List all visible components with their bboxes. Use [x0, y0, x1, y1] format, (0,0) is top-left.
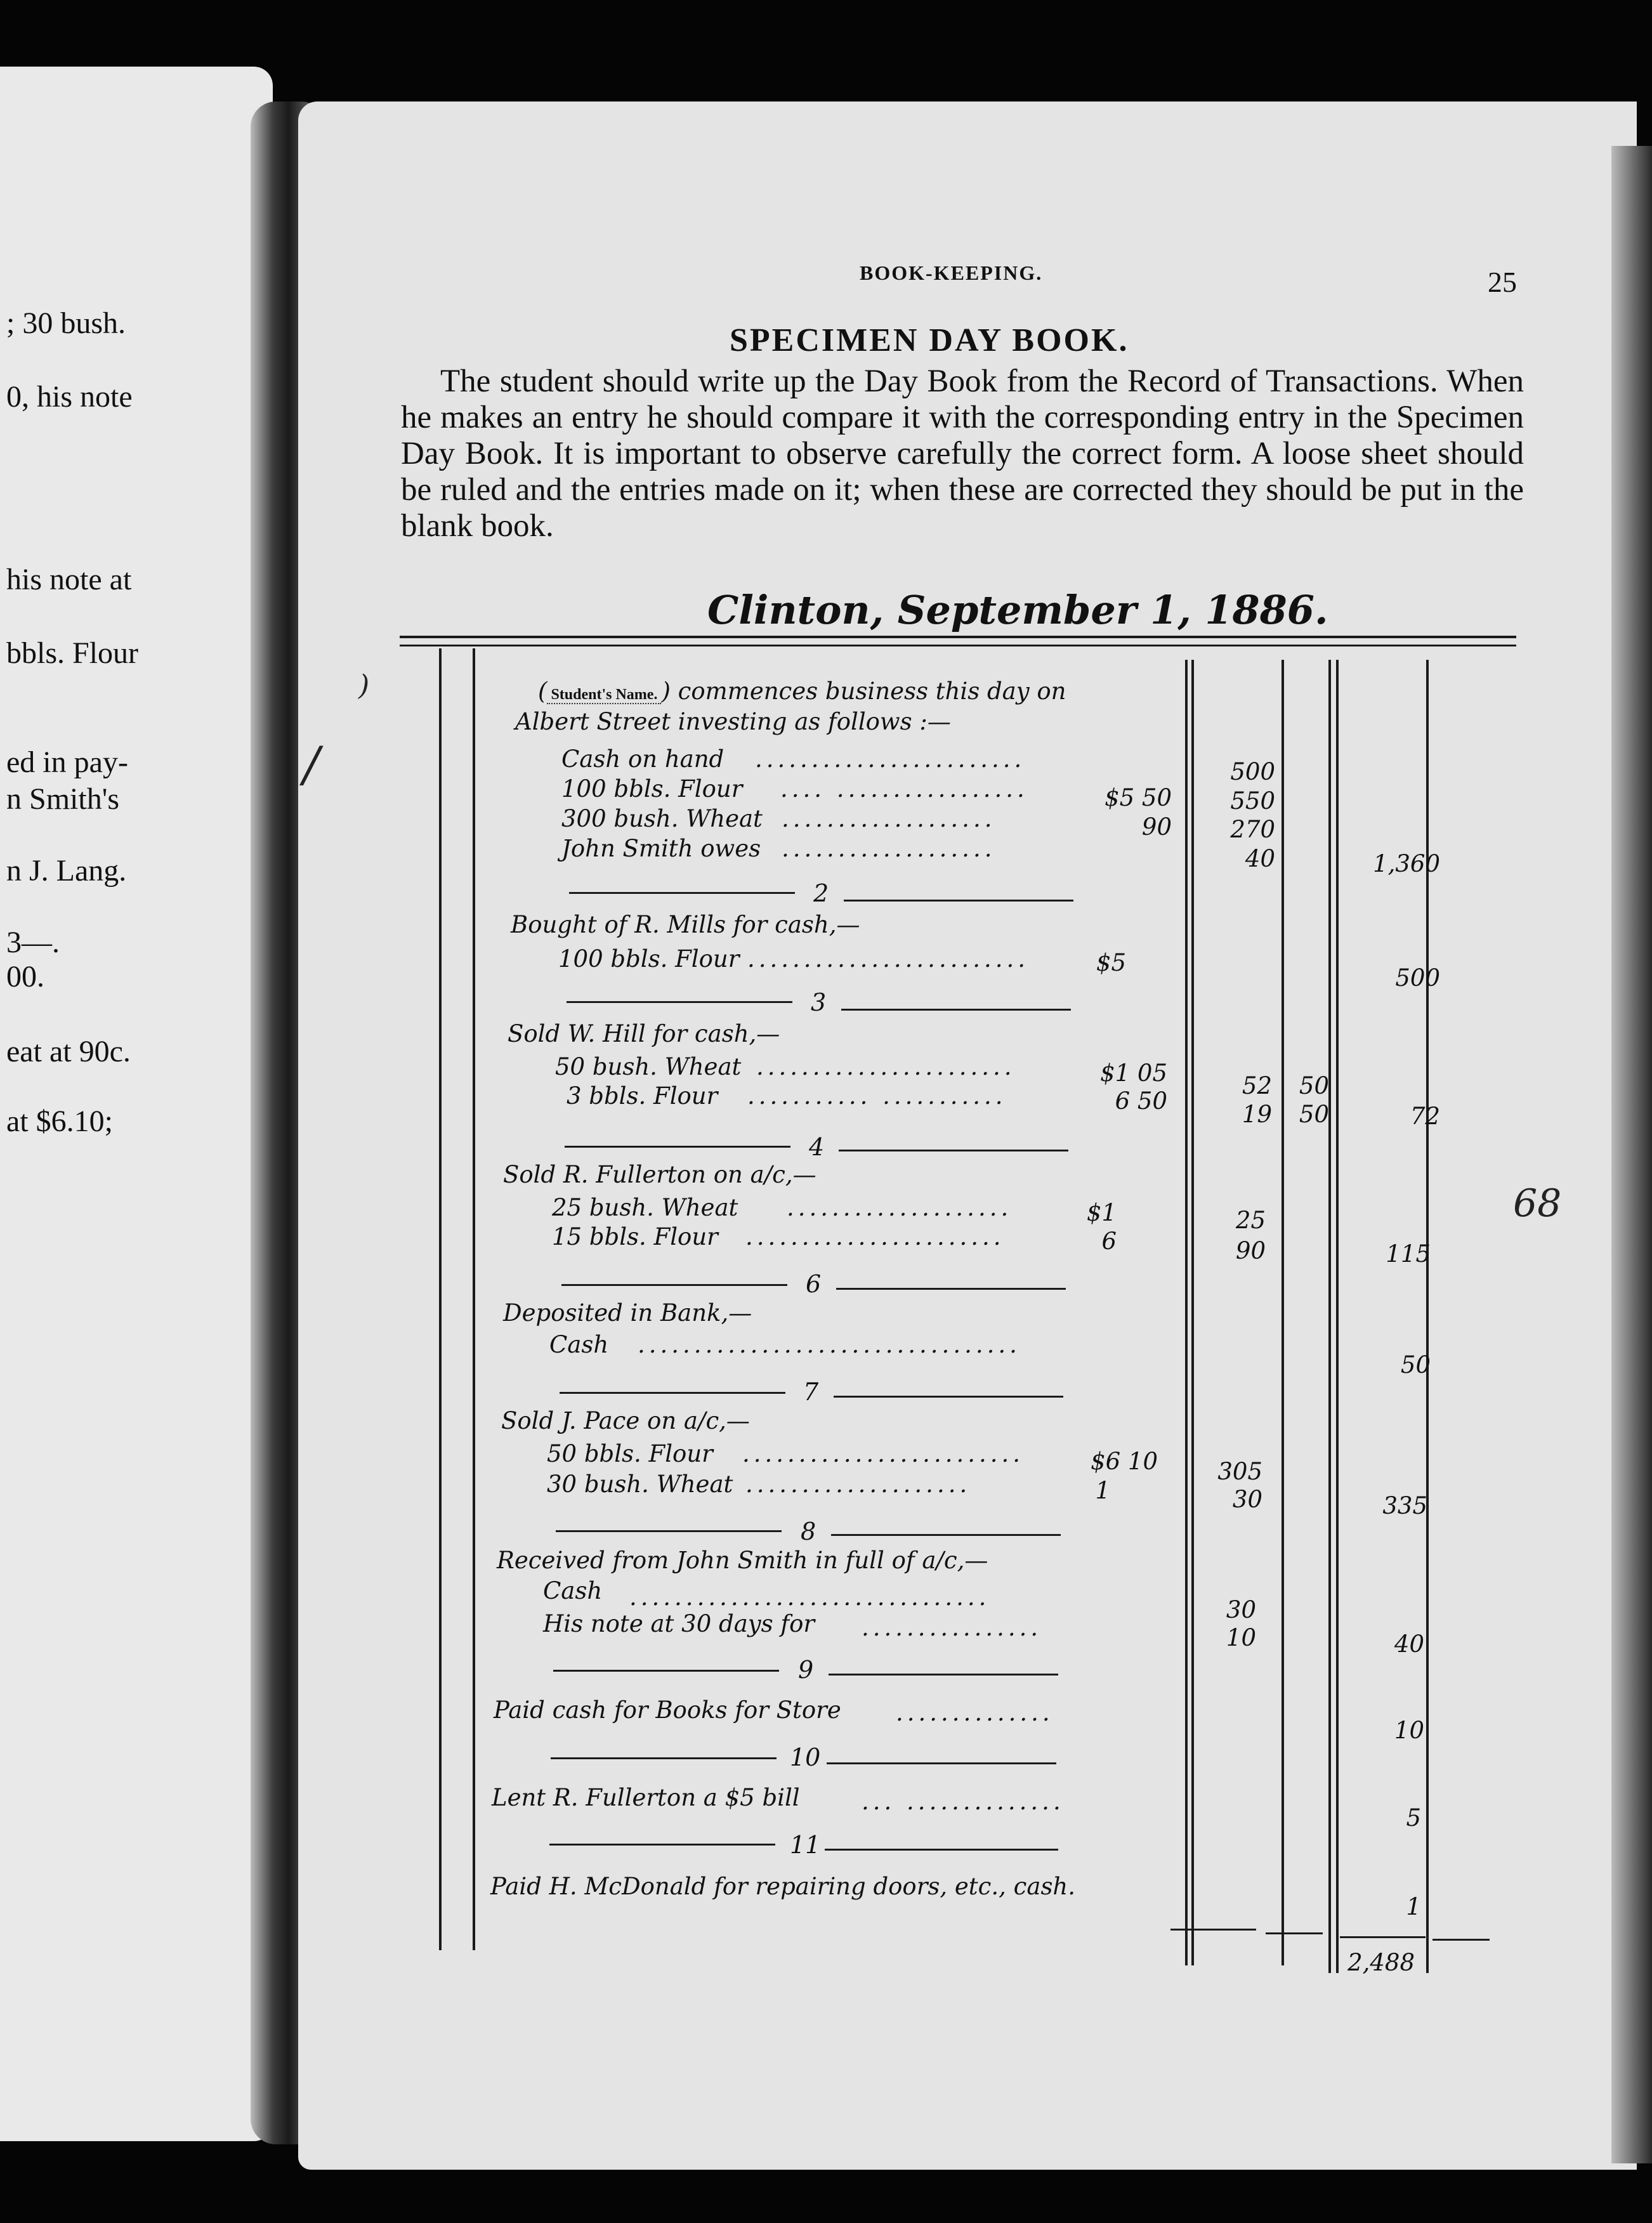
dateline: Clinton, September 1, 1886.	[707, 587, 1328, 633]
day-separator	[569, 892, 795, 894]
amount: 550	[1230, 787, 1275, 815]
day-number: 6	[806, 1270, 822, 1298]
total-rule	[1340, 1936, 1426, 1938]
ledger-rule-col3-b	[1336, 660, 1339, 1973]
intro-paragraph: The student should write up the Day Book from the Record of Transactions. When he makes an entry he should compare it with the corresponding entry in the Specimen Day Book. It is important to observe carefully the correct form. A loose sheet should be ruled and the entries made on it; when these are corrected they should be put in the blank book.	[401, 364, 1524, 544]
rate: $6 10	[1091, 1448, 1158, 1475]
ledger-rule-col2	[1282, 660, 1284, 1965]
leader-dots: .......................	[756, 1053, 1016, 1080]
entry-text: Paid cash for Books for Store	[494, 1696, 841, 1724]
entry-total: 1,360	[1373, 850, 1440, 877]
leader-dots: .........................	[747, 945, 1030, 973]
leader-dots: .... .................	[780, 775, 1028, 803]
entry-item: 3 bbls. Flour	[567, 1082, 718, 1110]
entry-total: 500	[1395, 964, 1440, 992]
running-head: BOOK-KEEPING.	[860, 261, 1043, 284]
leader-dots: .......................	[745, 1223, 1005, 1250]
entry-item: Cash	[543, 1577, 603, 1604]
entry-total: 40	[1394, 1630, 1424, 1658]
amount: 500	[1230, 758, 1275, 785]
day-separator	[831, 1534, 1061, 1536]
leader-dots: ....................	[787, 1194, 1013, 1221]
rate: $5	[1096, 949, 1126, 976]
ledger-rule-left-outer	[439, 648, 442, 1950]
entry-total: 5	[1406, 1804, 1421, 1832]
amount: 40	[1245, 845, 1275, 872]
entry-total: 1	[1406, 1893, 1421, 1920]
entry-total: 50	[1400, 1351, 1431, 1379]
entry-item: 100 bbls. Flour	[561, 775, 743, 803]
ledger-rule-col3-a	[1328, 660, 1331, 1973]
entry-text: Lent R. Fullerton a $5 bill	[492, 1784, 800, 1811]
left-page-line: n J. Lang.	[6, 854, 127, 888]
leader-dots: ..................................	[638, 1331, 1021, 1358]
double-rule-bottom	[400, 645, 1516, 646]
left-page-line: 3—.	[6, 926, 60, 959]
pencil-mark: )	[358, 669, 370, 702]
entry-item: 50 bbls. Flour	[547, 1440, 713, 1467]
left-page-line: 00.	[6, 960, 44, 993]
rate: 6 50	[1115, 1087, 1167, 1115]
page-title: SPECIMEN DAY BOOK.	[730, 322, 1129, 358]
amount-cents: 50	[1299, 1072, 1329, 1099]
amount: 19	[1242, 1101, 1272, 1128]
left-page-line: bbls. Flour	[6, 636, 139, 670]
entry-total: 72	[1410, 1103, 1440, 1130]
student-name-label-row: ( Student's Name. ) commences business this day on	[538, 678, 1066, 705]
leader-dots: ...................	[782, 805, 996, 832]
leader-dots: ................................	[629, 1584, 990, 1611]
day-separator	[553, 1670, 779, 1672]
day-separator	[561, 1284, 787, 1286]
day-separator	[836, 1288, 1066, 1290]
day-separator	[844, 900, 1073, 902]
amount: 270	[1230, 816, 1275, 843]
entry-text: Albert Street investing as follows :—	[515, 708, 951, 735]
day-separator	[834, 1396, 1063, 1398]
amount-cents: 50	[1299, 1101, 1329, 1128]
page-edge-shadow	[1611, 146, 1652, 2163]
day-separator	[839, 1150, 1068, 1151]
day-number: 4	[809, 1133, 825, 1161]
ledger-rule-col1-a	[1185, 660, 1188, 1965]
leader-dots: ..............	[896, 1699, 1054, 1726]
day-number: 9	[798, 1656, 814, 1684]
left-page-line: ; 30 bush.	[6, 306, 126, 340]
amount: 90	[1235, 1237, 1266, 1264]
leader-dots: ...................	[782, 835, 996, 862]
rate: 6	[1101, 1228, 1117, 1255]
day-number: 11	[790, 1831, 821, 1859]
day-separator	[827, 1762, 1056, 1764]
leader-dots: ... ..............	[862, 1788, 1065, 1815]
day-number: 7	[803, 1378, 819, 1406]
entry-total: 115	[1386, 1240, 1431, 1268]
entry-text: Sold J. Pace on a/c,—	[501, 1407, 750, 1434]
rate: 1	[1095, 1477, 1110, 1504]
entry-text: Received from John Smith in full of a/c,—	[497, 1547, 988, 1574]
left-page-line: his note at	[6, 563, 132, 596]
entry-item: Cash	[549, 1331, 609, 1358]
day-separator	[841, 1009, 1071, 1011]
day-number: 10	[790, 1743, 821, 1771]
leader-dots: ................	[862, 1614, 1042, 1641]
day-number: 2	[813, 879, 829, 907]
left-page-line: eat at 90c.	[6, 1035, 131, 1068]
leader-dots: ........... ...........	[747, 1082, 1007, 1110]
leader-dots: ........................	[755, 745, 1026, 773]
entry-item: John Smith owes	[561, 835, 761, 862]
handwritten-margin-note: 68	[1513, 1181, 1562, 1226]
day-separator	[551, 1757, 777, 1759]
day-number: 8	[801, 1518, 816, 1545]
grand-total: 2,488	[1347, 1949, 1415, 1976]
leader-dots: .........................	[742, 1440, 1025, 1467]
entry-total: 10	[1394, 1717, 1424, 1744]
amount: 305	[1217, 1458, 1262, 1485]
left-page-line: 0, his note	[6, 380, 133, 414]
amount: 30	[1232, 1486, 1262, 1513]
entry-total: 335	[1382, 1492, 1427, 1519]
entry-item: 50 bush. Wheat	[555, 1053, 742, 1080]
entry-item: 30 bush. Wheat	[547, 1471, 733, 1498]
entry-text: Paid H. McDonald for repairing doors, etc., cash.	[490, 1873, 1076, 1900]
student-name-label: Student's Name.	[547, 686, 661, 704]
day-separator	[829, 1674, 1058, 1675]
pencil-mark: /	[303, 736, 320, 792]
left-page-line: ed in pay-	[6, 745, 128, 779]
entry-text: Sold W. Hill for cash,—	[508, 1020, 780, 1047]
left-page-line: at $6.10;	[6, 1105, 113, 1138]
entry-item: 300 bush. Wheat	[561, 805, 763, 832]
rate: 90	[1141, 813, 1172, 841]
entry-text: commences business this day on	[678, 678, 1066, 705]
total-rule	[1170, 1929, 1256, 1931]
total-rule	[1432, 1939, 1490, 1941]
day-separator	[565, 1146, 790, 1148]
day-separator	[560, 1392, 785, 1394]
leader-dots: ....................	[745, 1471, 971, 1498]
rate: $1 05	[1100, 1059, 1167, 1087]
amount: 52	[1242, 1072, 1272, 1099]
rate: $5 50	[1105, 784, 1172, 811]
ledger-rule-left-inner	[473, 648, 475, 1950]
day-separator	[549, 1844, 775, 1846]
entry-text: Bought of R. Mills for cash,—	[511, 911, 860, 938]
amount: 10	[1226, 1624, 1256, 1651]
left-page-line: n Smith's	[6, 782, 120, 816]
ledger-rule-col1-b	[1191, 660, 1194, 1965]
entry-text: Deposited in Bank,—	[503, 1299, 752, 1327]
entry-item: 100 bbls. Flour	[558, 945, 740, 973]
entry-item: His note at 30 days for	[543, 1610, 815, 1637]
amount: 25	[1235, 1207, 1266, 1234]
rate: $1	[1086, 1199, 1117, 1226]
entry-item: 25 bush. Wheat	[552, 1194, 738, 1221]
total-rule	[1266, 1932, 1323, 1934]
amount: 30	[1226, 1596, 1256, 1623]
day-separator	[825, 1849, 1058, 1851]
entry-item: Cash on hand	[561, 745, 724, 773]
entry-text: Sold R. Fullerton on a/c,—	[503, 1161, 816, 1188]
day-number: 3	[811, 988, 827, 1016]
double-rule-top	[400, 636, 1516, 638]
page-number: 25	[1488, 266, 1517, 298]
day-separator	[567, 1001, 792, 1003]
day-separator	[556, 1530, 782, 1532]
entry-item: 15 bbls. Flour	[552, 1223, 718, 1250]
